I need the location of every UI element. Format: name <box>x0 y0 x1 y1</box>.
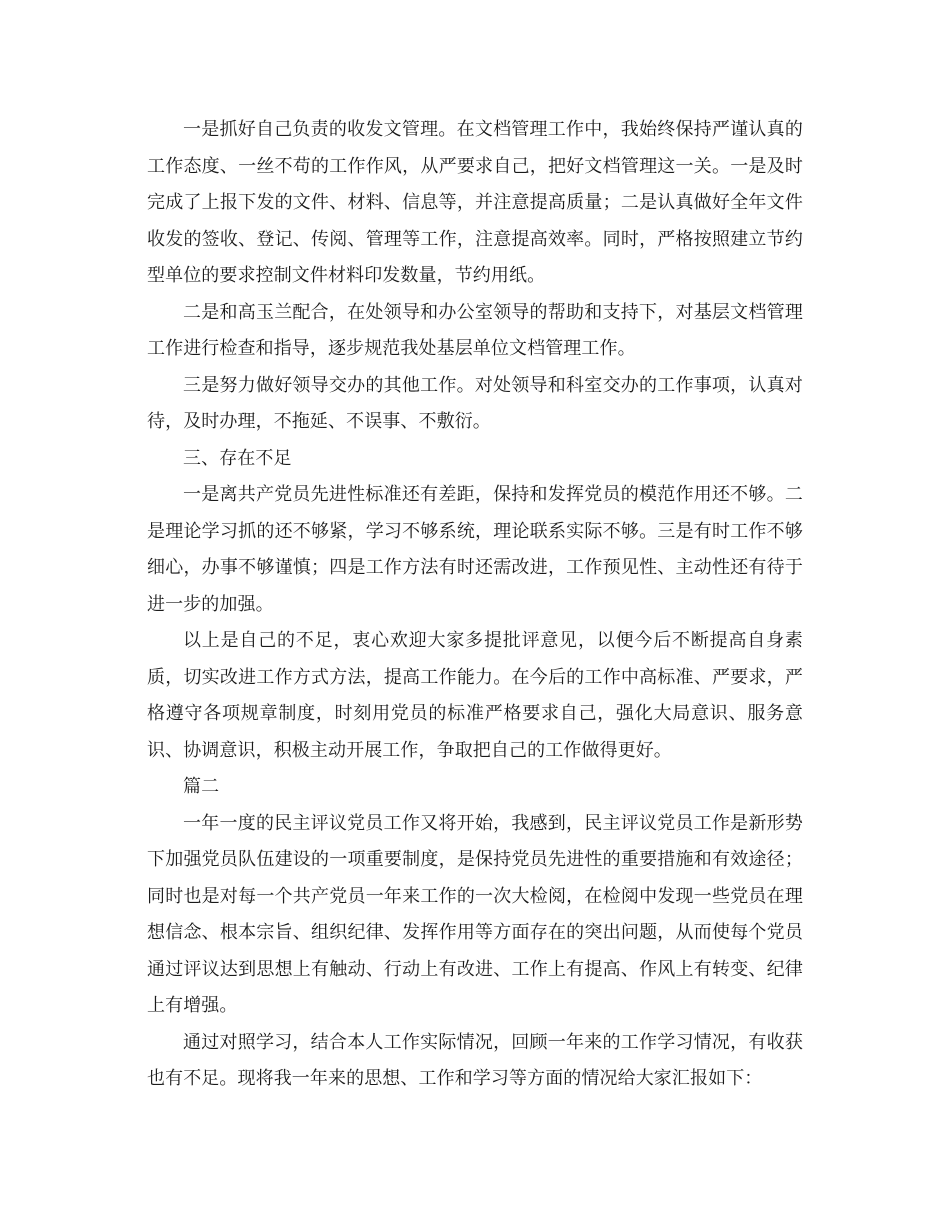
section-heading-part-two: 篇二 <box>183 776 220 797</box>
paragraph-report-intro: 通过对照学习，结合本人工作实际情况，回顾一年来的工作学习情况，有收获也有不足。现将我一年来的思想、工作和学习等方面的情况给大家汇报如下： <box>147 1031 803 1089</box>
paragraph-improvement: 以上是自己的不足，衷心欢迎大家多提批评意见，以便今后不断提高自身素质，切实改进工作方式方法，提高工作能力。在今后的工作中高标准、严要求，严格遵守各项规章制度，时刻用党员的标准严格要求自己，强化大局意识、服务意识、协调意识，积极主动开展工作，争取把自己的工作做得更好。 <box>147 630 803 761</box>
paragraph-coordination: 二是和高玉兰配合，在处领导和办公室领导的帮助和支持下，对基层文档管理工作进行检查和指导，逐步规范我处基层单位文档管理工作。 <box>147 301 803 359</box>
paragraph-other-work: 三是努力做好领导交办的其他工作。对处领导和科室交办的工作事项，认真对待，及时办理，不拖延、不误事、不敷衍。 <box>147 374 803 432</box>
paragraph-evaluation-intro: 一年一度的民主评议党员工作又将开始，我感到，民主评议党员工作是新形势下加强党员队伍建设的一项重要制度，是保持党员先进性的重要措施和有效途径；同时也是对每一个共产党员一年来工作的一次大检阅，在检阅中发现一些党员在理想信念、根本宗旨、组织纪律、发挥作用等方面存在的突出问题，从而使每个党员通过评议达到思想上有触动、行动上有改进、工作上有提高、作风上有转变、纪律上有增强。 <box>147 812 803 1016</box>
section-heading-shortcomings: 三、存在不足 <box>183 447 292 469</box>
paragraph-document-management: 一是抓好自己负责的收发文管理。在文档管理工作中，我始终保持严谨认真的工作态度、一丝不苟的工作作风，从严要求自己，把好文档管理这一关。一是及时完成了上报下发的文件、材料、信息等，并注意提高质量；二是认真做好全年文件收发的签收、登记、传阅、管理等工作，注意提高效率。同时，严格按照建立节约型单位的要求控制文件材料印发数量，节约用纸。 <box>147 119 803 286</box>
paragraph-shortcomings: 一是离共产党员先进性标准还有差距，保持和发挥党员的模范作用还不够。二是理论学习抓的还不够紧，学习不够系统，理论联系实际不够。三是有时工作不够细心，办事不够谨慎；四是工作方法有时还需改进，工作预见性、主动性还有待于进一步的加强。 <box>147 484 803 615</box>
